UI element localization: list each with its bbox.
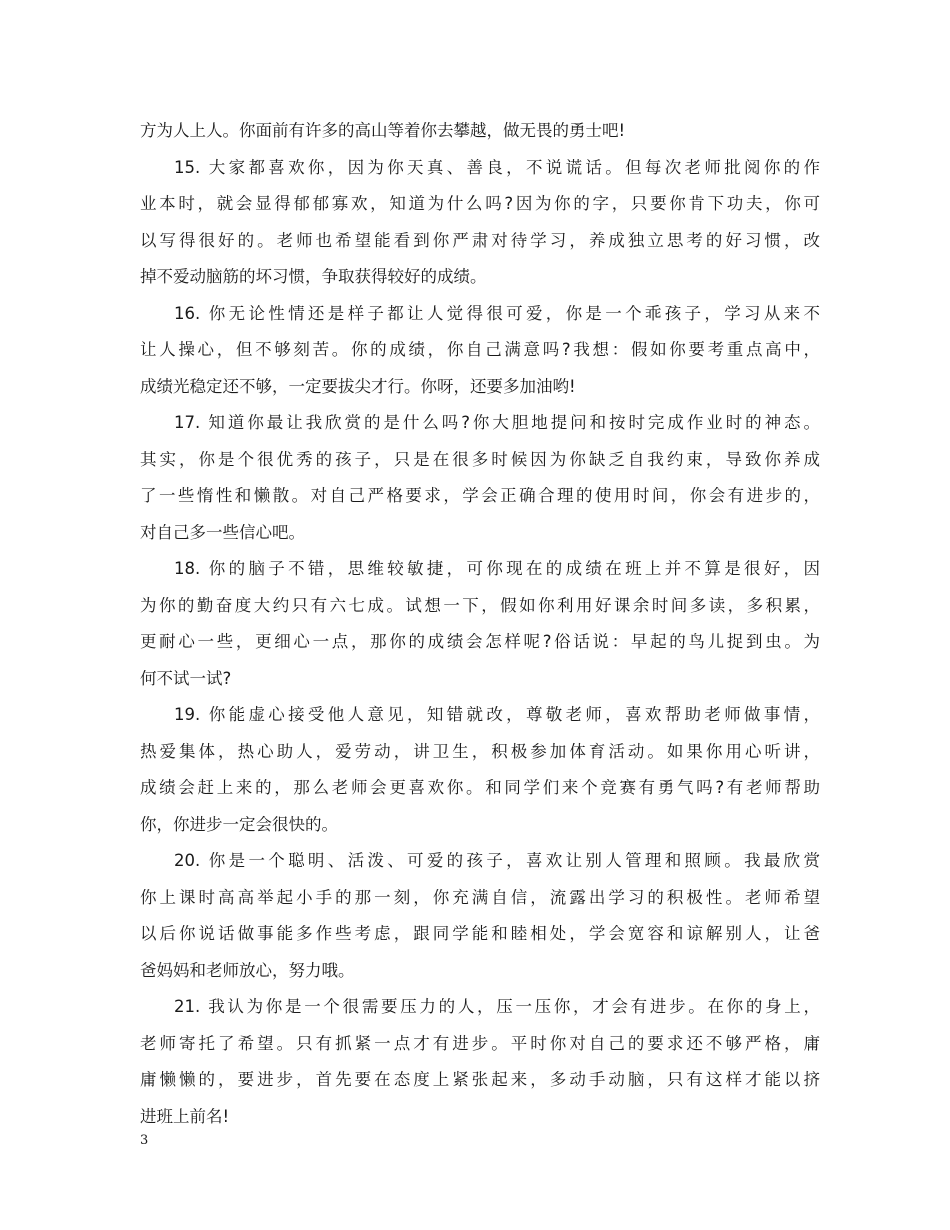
text-line: 17. 知道你最让我欣赏的是什么吗?你大胆地提问和按时完成作业时的神态。 xyxy=(174,413,820,432)
text-line: 其实，你是个很优秀的孩子，只是在很多时候因为你缺乏自我约束，导致你养成 xyxy=(140,449,820,469)
text-line: 成绩光稳定还不够，一定要拔尖才行。你呀，还要多加油哟! xyxy=(140,376,576,396)
text-line: 15. 大家都喜欢你，因为你天真、善良，不说谎话。但每次老师批阅你的作 xyxy=(174,157,820,177)
text-line: 方为人上人。你面前有许多的高山等着你去攀越，做无畏的勇士吧! xyxy=(140,121,626,140)
text-line: 20. 你是一个聪明、活泼、可爱的孩子，喜欢让别人管理和照顾。我最欣赏 xyxy=(174,851,820,870)
text-line: 进班上前名! xyxy=(140,1106,230,1126)
page-number: 3 xyxy=(140,1133,149,1148)
document-body xyxy=(140,113,820,1135)
text-line: 老师寄托了希望。只有抓紧一点才有进步。平时你对自己的要求还不够严格，庸 xyxy=(140,1033,820,1053)
text-line: 掉不爱动脑筋的坏习惯，争取获得较好的成绩。 xyxy=(140,267,487,286)
text-line: 了一些惰性和懒散。对自己严格要求，学会正确合理的使用时间，你会有进步的， xyxy=(140,486,820,505)
text-line: 以写得很好的。老师也希望能看到你严肃对待学习，养成独立思考的好习惯，改 xyxy=(140,230,820,250)
text-line: 庸懒懒的，要进步，首先要在态度上紧张起来，多动手动脑，只有这样才能以挤 xyxy=(140,1070,820,1089)
text-line: 19. 你能虚心接受他人意见，知错就改，尊敬老师，喜欢帮助老师做事情， xyxy=(174,705,820,724)
text-line: 热爱集体，热心助人，爱劳动，讲卫生，积极参加体育活动。如果你用心听讲， xyxy=(140,741,820,761)
text-line: 爸妈妈和老师放心，努力哦。 xyxy=(140,960,355,980)
text-line: 对自己多一些信心吧。 xyxy=(140,522,305,542)
text-line: 让人操心，但不够刻苦。你的成绩，你自己满意吗?我想：假如你要考重点高中， xyxy=(140,340,820,359)
text-line: 何不试一试? xyxy=(140,668,232,688)
text-line: 21. 我认为你是一个很需要压力的人，压一压你，才会有进步。在你的身上， xyxy=(174,997,820,1016)
text-line: 你，你进步一定会很快的。 xyxy=(140,814,338,834)
text-line: 更耐心一些，更细心一点，那你的成绩会怎样呢?俗话说：早起的鸟儿捉到虫。为 xyxy=(140,632,820,651)
text-line: 18. 你的脑子不错，思维较敏捷，可你现在的成绩在班上并不算是很好，因 xyxy=(174,559,820,578)
text-line: 为你的勤奋度大约只有六七成。试想一下，假如你利用好课余时间多读，多积累， xyxy=(140,595,820,615)
text-line: 你上课时高高举起小手的那一刻，你充满自信，流露出学习的积极性。老师希望 xyxy=(140,887,820,907)
text-line: 以后你说话做事能多作些考虑，跟同学能和睦相处，学会宽容和谅解别人，让爸 xyxy=(140,924,820,943)
text-line: 业本时，就会显得郁郁寡欢，知道为什么吗?因为你的字，只要你肯下功夫，你可 xyxy=(140,194,820,213)
text-line: 16. 你无论性情还是样子都让人觉得很可爱，你是一个乖孩子，学习从来不 xyxy=(174,303,820,323)
text-line: 成绩会赶上来的，那么老师会更喜欢你。和同学们来个竞赛有勇气吗?有老师帮助 xyxy=(140,778,820,797)
